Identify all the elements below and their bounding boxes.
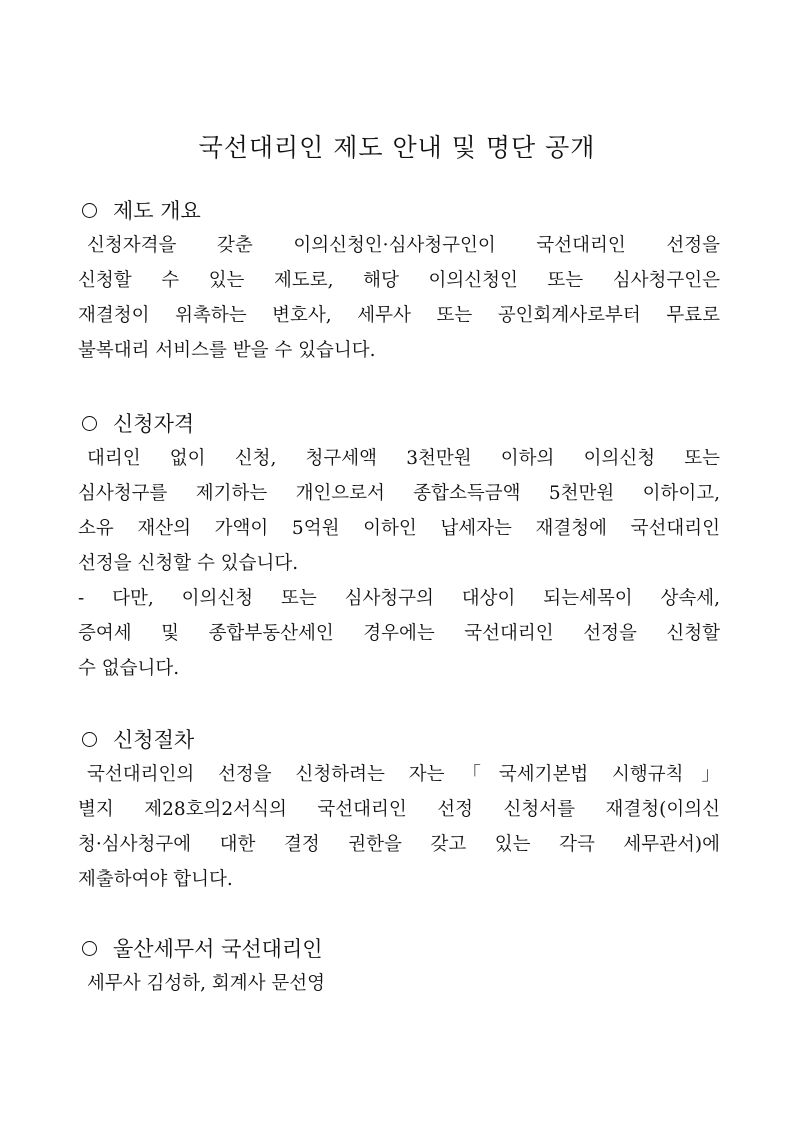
paragraph-line: 국선대리인의 선정을 신청하려는 자는「국세기본법 시행규칙」 xyxy=(87,764,720,785)
paragraph-line: 제출하여야 합니다. xyxy=(78,869,233,890)
section-heading-label: 제도 개요 xyxy=(113,199,201,223)
section-procedure xyxy=(78,723,720,897)
section-overview xyxy=(78,194,720,368)
circle-bullet-icon xyxy=(82,203,97,218)
section-heading-label: 신청절차 xyxy=(113,728,195,752)
representative-names: 세무사 김성하, 회계사 문선영 xyxy=(87,973,325,994)
section-eligibility xyxy=(78,407,720,686)
paragraph-line: 별지 제28호의2서식의 국선대리인 선정 신청서를 재결청(이의신 xyxy=(78,799,720,820)
section-heading-label: 신청자격 xyxy=(113,412,195,436)
paragraph-line: 심사청구를 제기하는 개인으로서 종합소득금액 5천만원 이하이고, xyxy=(78,483,720,504)
section-heading xyxy=(78,194,720,226)
circle-bullet-icon xyxy=(82,732,97,747)
section-representatives xyxy=(78,932,720,1001)
paragraph-line: 수 없습니다. xyxy=(78,658,180,679)
paragraph-line: 선정을 신청할 수 있습니다. xyxy=(78,553,299,574)
paragraph-line: 청·심사청구에 대한 결정 권한을 갖고 있는 각극 세무관서)에 xyxy=(78,834,720,855)
page-title: 국선대리인 제도 안내 및 명단 공개 xyxy=(198,133,596,162)
section-heading-label: 울산세무서 국선대리인 xyxy=(113,937,323,961)
paragraph-line: 재결청이 위촉하는 변호사, 세무사 또는 공인회계사로부터 무료로 xyxy=(78,305,720,326)
section-heading xyxy=(78,407,720,439)
paragraph-line: 신청자격을 갖춘 이의신청인·심사청구인이 국선대리인 선정을 xyxy=(87,235,720,256)
paragraph-line: 불복대리 서비스를 받을 수 있습니다. xyxy=(78,340,376,361)
paragraph-line: 소유 재산의 가액이 5억원 이하인 납세자는 재결청에 국선대리인 xyxy=(78,518,720,539)
section-heading xyxy=(78,723,720,755)
paragraph-line: - 다만, 이의신청 또는 심사청구의 대상이 되는세목이 상속세, xyxy=(78,588,720,609)
circle-bullet-icon xyxy=(82,941,97,956)
paragraph-line: 신청할 수 있는 제도로, 해당 이의신청인 또는 심사청구인은 xyxy=(78,270,720,291)
paragraph-line: 증여세 및 종합부동산세인 경우에는 국선대리인 선정을 신청할 xyxy=(78,623,720,644)
paragraph-line: 대리인 없이 신청, 청구세액 3천만원 이하의 이의신청 또는 xyxy=(87,448,720,469)
section-heading xyxy=(78,932,720,964)
circle-bullet-icon xyxy=(82,416,97,431)
